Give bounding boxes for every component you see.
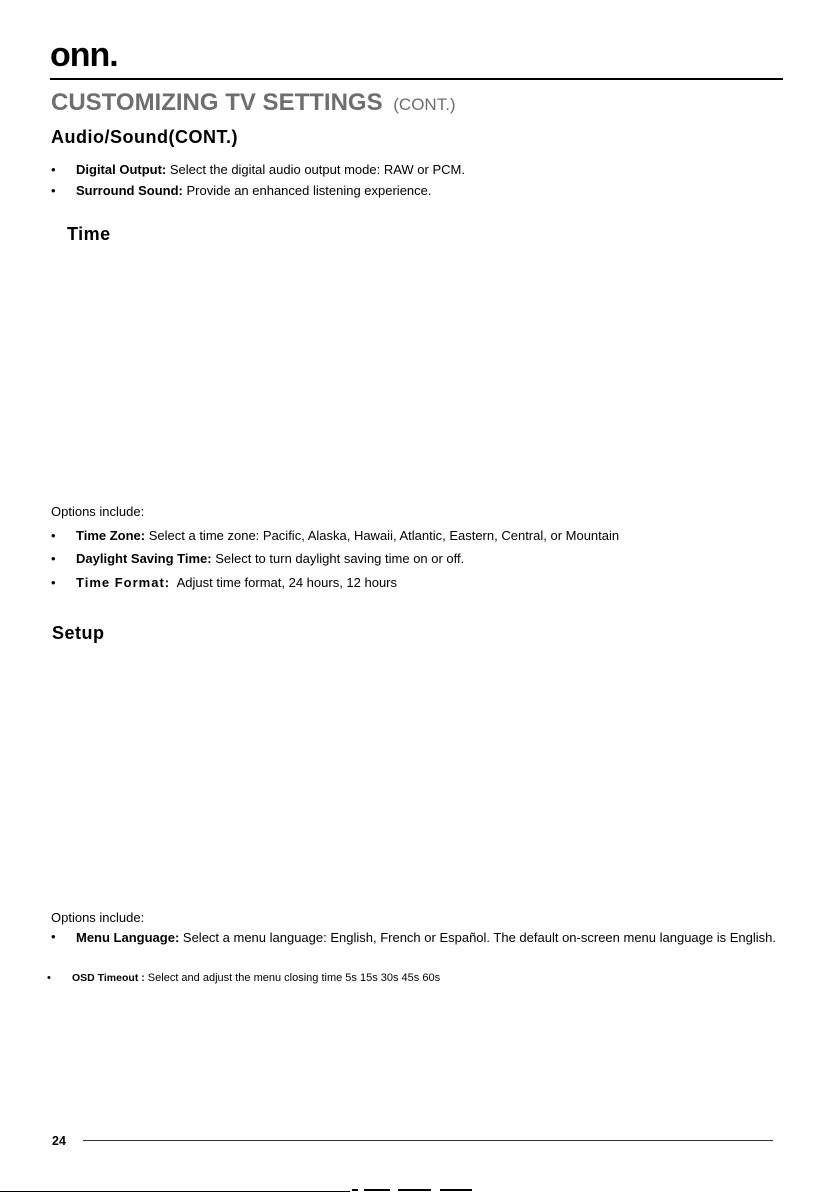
bullet: • xyxy=(51,162,56,177)
item-term: Surround Sound: xyxy=(76,183,183,198)
bullet: • xyxy=(47,972,51,984)
bullet: • xyxy=(51,575,56,590)
list-item-surround-sound xyxy=(51,183,791,201)
scan-edge-fragment xyxy=(440,1189,472,1191)
list-item-time-format xyxy=(51,575,791,593)
page-title xyxy=(51,89,456,117)
item-term: Daylight Saving Time: xyxy=(76,551,212,566)
item-term: OSD Timeout : xyxy=(72,972,145,984)
footer-divider xyxy=(83,1140,773,1141)
item-description: Select and adjust the menu closing time 5s 15s 30s 45s 60s xyxy=(147,972,441,984)
item-description: Select a time zone: Pacific, Alaska, Hawaii, Atlantic, Eastern, Central, or Mountain xyxy=(148,528,620,543)
bullet: • xyxy=(51,183,56,198)
bullet: • xyxy=(51,528,56,543)
time-options-intro: Options include: xyxy=(51,504,145,519)
list-item-daylight-saving xyxy=(51,551,791,569)
setup-options-intro: Options include: xyxy=(51,910,145,925)
item-description: Select a menu language: English, French or Español. The default on-screen menu language is English. xyxy=(182,930,776,945)
list-item-menu-language xyxy=(51,927,791,971)
page-title-main: CUSTOMIZING TV SETTINGS xyxy=(51,89,383,116)
item-description: Adjust time format, 24 hours, 12 hours xyxy=(176,575,398,590)
header-divider xyxy=(50,78,783,80)
scan-edge-fragment xyxy=(352,1189,358,1191)
audio-section-title: Audio/Sound(CONT.) xyxy=(51,127,238,147)
item-term: Time Format: xyxy=(76,575,171,590)
page-number: 24 xyxy=(52,1134,66,1148)
brand-logo: onn. xyxy=(50,36,118,74)
page-title-cont: (CONT.) xyxy=(393,95,456,114)
item-term: Digital Output: xyxy=(76,162,167,177)
item-description: Select the digital audio output mode: RAW or PCM. xyxy=(169,162,465,177)
setup-section-title: Setup xyxy=(52,623,105,643)
scan-edge-fragment xyxy=(364,1189,390,1191)
list-item-osd-timeout xyxy=(47,972,787,988)
list-item-time-zone xyxy=(51,528,791,546)
item-term: Menu Language: xyxy=(76,930,180,945)
list-item-digital-output xyxy=(51,162,791,180)
item-description: Provide an enhanced listening experience. xyxy=(186,183,432,198)
time-section-title: Time xyxy=(67,224,111,244)
scan-edge-fragment xyxy=(398,1189,431,1191)
item-description: Select to turn daylight saving time on or off. xyxy=(215,551,465,566)
bullet: • xyxy=(51,551,56,566)
bullet: • xyxy=(51,929,56,944)
item-term: Time Zone: xyxy=(76,528,146,543)
